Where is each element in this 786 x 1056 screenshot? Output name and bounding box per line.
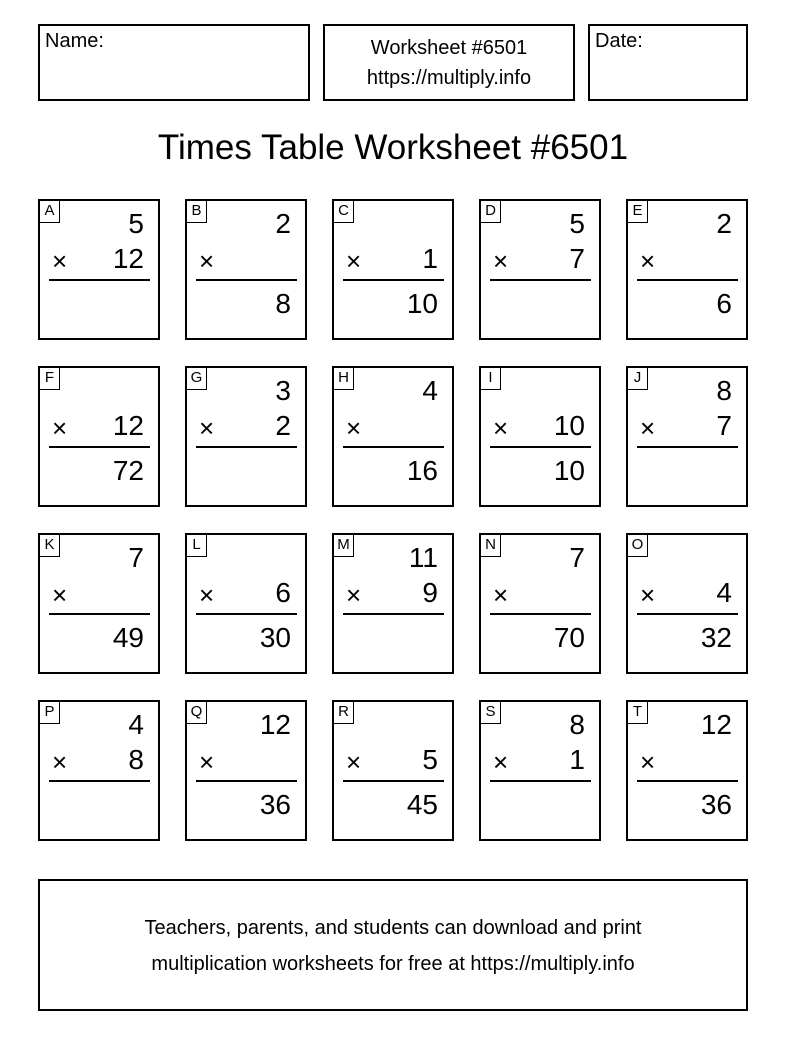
problem-label: N	[481, 535, 501, 557]
problem-label: F	[40, 368, 60, 390]
answer-line	[49, 279, 150, 281]
multiply-sign: ×	[52, 747, 68, 777]
bottom-factor: 7	[716, 410, 732, 441]
answer-line	[490, 446, 591, 448]
problem-l[interactable]	[185, 533, 307, 674]
problem-t[interactable]	[626, 700, 748, 841]
answer-line	[637, 279, 738, 281]
problem-label: E	[628, 201, 648, 223]
multiply-sign: ×	[52, 580, 68, 610]
problem-label: A	[40, 201, 60, 223]
name-label: Name:	[45, 30, 104, 52]
worksheet-number: Worksheet #6501	[370, 37, 528, 59]
bottom-factor: 12	[112, 410, 144, 441]
product: 36	[259, 789, 291, 820]
multiply-sign: ×	[199, 747, 215, 777]
top-factor: 3	[275, 375, 291, 406]
product: 36	[700, 789, 732, 820]
multiply-sign: ×	[52, 413, 68, 443]
problem-q[interactable]	[185, 700, 307, 841]
product: 30	[259, 622, 291, 653]
problem-s[interactable]	[479, 700, 601, 841]
problem-label: I	[481, 368, 501, 390]
bottom-factor: 5	[422, 744, 438, 775]
bottom-factor: 7	[569, 243, 585, 274]
multiply-sign: ×	[640, 580, 656, 610]
problem-m[interactable]	[332, 533, 454, 674]
date-label: Date:	[595, 30, 643, 52]
answer-line	[637, 446, 738, 448]
problem-c[interactable]	[332, 199, 454, 340]
footer-line-1: Teachers, parents, and students can download and print	[144, 917, 642, 939]
product: 70	[553, 622, 585, 653]
answer-line	[196, 279, 297, 281]
answer-line	[637, 613, 738, 615]
problem-f[interactable]	[38, 366, 160, 507]
multiply-sign: ×	[493, 747, 509, 777]
worksheet-url: https://multiply.info	[366, 67, 532, 89]
problem-h[interactable]	[332, 366, 454, 507]
footer-box	[38, 879, 748, 1011]
product: 10	[553, 455, 585, 486]
worksheet-info-box	[323, 24, 575, 101]
problem-label: G	[187, 368, 207, 390]
bottom-factor: 10	[553, 410, 585, 441]
top-factor: 8	[569, 709, 585, 740]
product: 6	[716, 288, 732, 319]
answer-line	[490, 780, 591, 782]
product: 49	[112, 622, 144, 653]
problem-a[interactable]	[38, 199, 160, 340]
problem-label: O	[628, 535, 648, 557]
answer-line	[343, 446, 444, 448]
product: 10	[406, 288, 438, 319]
multiply-sign: ×	[346, 580, 362, 610]
answer-line	[343, 279, 444, 281]
problem-label: L	[187, 535, 207, 557]
problem-b[interactable]	[185, 199, 307, 340]
answer-line	[196, 613, 297, 615]
answer-line	[196, 446, 297, 448]
multiply-sign: ×	[493, 246, 509, 276]
problem-label: D	[481, 201, 501, 223]
top-factor: 4	[128, 709, 144, 740]
problem-g[interactable]	[185, 366, 307, 507]
problem-label: C	[334, 201, 354, 223]
top-factor: 7	[128, 542, 144, 573]
bottom-factor: 2	[275, 410, 291, 441]
top-factor: 5	[128, 208, 144, 239]
problem-label: M	[334, 535, 354, 557]
bottom-factor: 4	[716, 577, 732, 608]
top-factor: 7	[569, 542, 585, 573]
answer-line	[49, 446, 150, 448]
product: 32	[700, 622, 732, 653]
product: 16	[406, 455, 438, 486]
multiply-sign: ×	[640, 413, 656, 443]
bottom-factor: 12	[112, 243, 144, 274]
problem-j[interactable]	[626, 366, 748, 507]
multiply-sign: ×	[199, 413, 215, 443]
multiply-sign: ×	[346, 747, 362, 777]
problem-label: Q	[187, 702, 207, 724]
top-factor: 2	[716, 208, 732, 239]
problem-label: K	[40, 535, 60, 557]
multiply-sign: ×	[640, 747, 656, 777]
answer-line	[196, 780, 297, 782]
problem-e[interactable]	[626, 199, 748, 340]
multiply-sign: ×	[346, 246, 362, 276]
multiply-sign: ×	[493, 580, 509, 610]
answer-line	[49, 613, 150, 615]
answer-line	[343, 780, 444, 782]
multiply-sign: ×	[640, 246, 656, 276]
answer-line	[637, 780, 738, 782]
problem-p[interactable]	[38, 700, 160, 841]
answer-line	[343, 613, 444, 615]
problem-label: S	[481, 702, 501, 724]
problem-label: H	[334, 368, 354, 390]
date-field[interactable]	[588, 24, 748, 101]
bottom-factor: 9	[422, 577, 438, 608]
top-factor: 11	[408, 542, 438, 573]
bottom-factor: 6	[275, 577, 291, 608]
problem-r[interactable]	[332, 700, 454, 841]
problem-n[interactable]	[479, 533, 601, 674]
top-factor: 5	[569, 208, 585, 239]
multiply-sign: ×	[199, 246, 215, 276]
problem-d[interactable]	[479, 199, 601, 340]
multiply-sign: ×	[346, 413, 362, 443]
problem-label: R	[334, 702, 354, 724]
page-title: Times Table Worksheet #6501	[157, 128, 629, 167]
product: 8	[275, 288, 291, 319]
product: 72	[112, 455, 144, 486]
answer-line	[49, 780, 150, 782]
bottom-factor: 8	[128, 744, 144, 775]
bottom-factor: 1	[569, 744, 585, 775]
top-factor: 4	[422, 375, 438, 406]
answer-line	[490, 279, 591, 281]
top-factor: 8	[716, 375, 732, 406]
problem-o[interactable]	[626, 533, 748, 674]
answer-line	[490, 613, 591, 615]
bottom-factor: 1	[422, 243, 438, 274]
product: 45	[406, 789, 438, 820]
multiply-sign: ×	[52, 246, 68, 276]
problem-label: J	[628, 368, 648, 390]
multiply-sign: ×	[493, 413, 509, 443]
top-factor: 12	[700, 709, 732, 740]
multiply-sign: ×	[199, 580, 215, 610]
top-factor: 12	[259, 709, 291, 740]
name-field[interactable]	[38, 24, 310, 101]
problem-label: T	[628, 702, 648, 724]
top-factor: 2	[275, 208, 291, 239]
problem-label: P	[40, 702, 60, 724]
problem-label: B	[187, 201, 207, 223]
problem-i[interactable]	[479, 366, 601, 507]
footer-line-2: multiplication worksheets for free at https://multiply.info	[151, 953, 635, 975]
problem-k[interactable]	[38, 533, 160, 674]
